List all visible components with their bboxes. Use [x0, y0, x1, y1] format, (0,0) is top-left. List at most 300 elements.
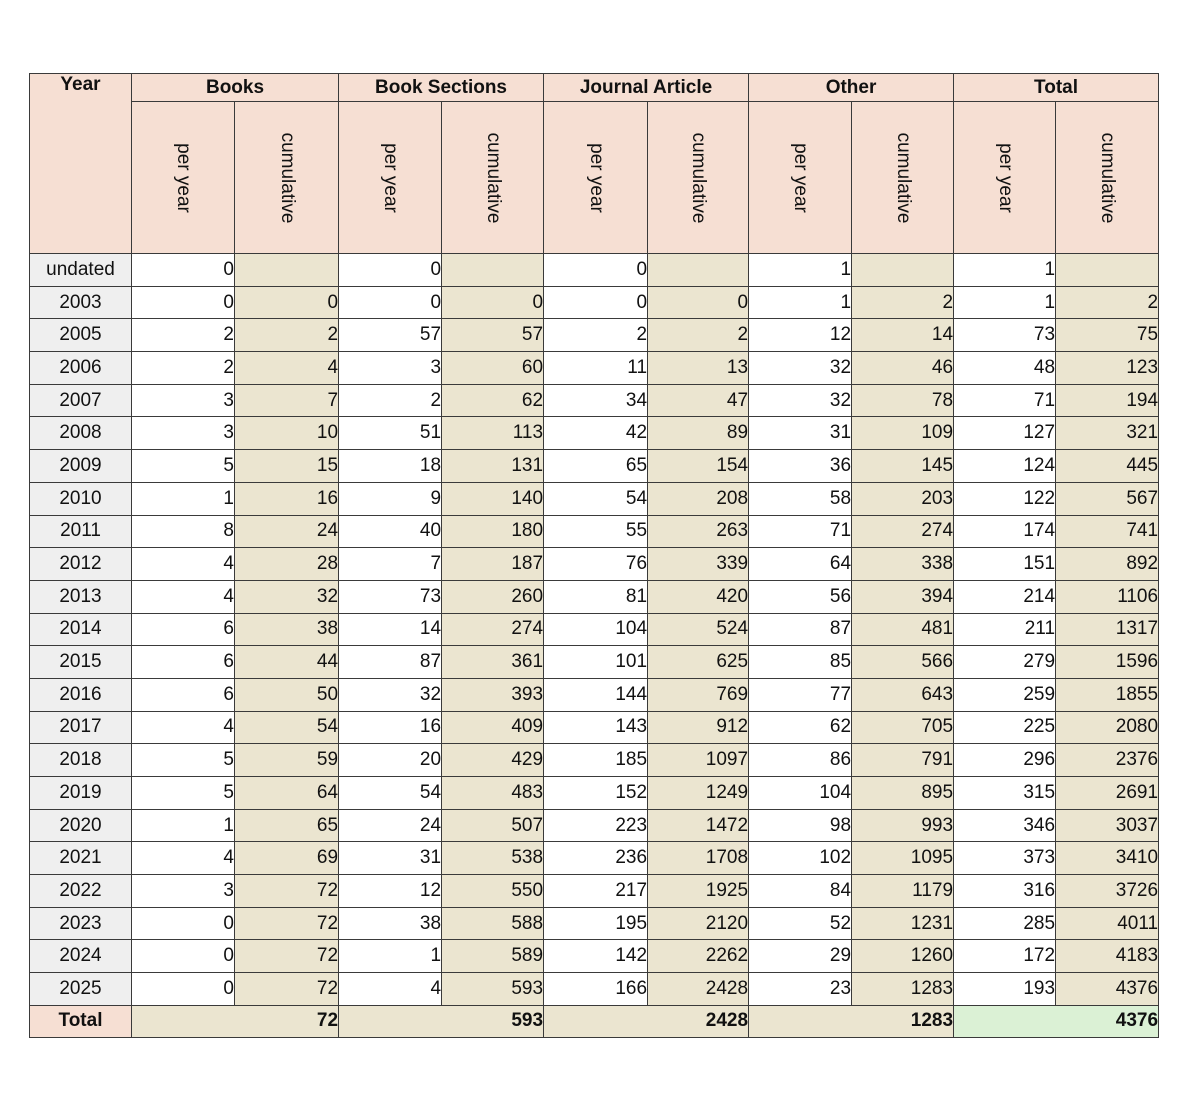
cumulative-cell-other: 1095: [852, 842, 954, 875]
cumulative-cell-total: 194: [1056, 384, 1159, 417]
table-body: [30, 254, 1159, 1038]
per-year-cell-journal-article: 217: [544, 875, 648, 908]
year-cell: 2017: [30, 711, 132, 744]
per-year-cell-book-sections: 1: [339, 940, 442, 973]
table-row: [30, 973, 1159, 1006]
publications-table: [29, 73, 1159, 1038]
year-cell: 2025: [30, 973, 132, 1006]
cumulative-cell-total: 123: [1056, 352, 1159, 385]
cumulative-cell-other: 895: [852, 777, 954, 810]
per-year-cell-book-sections: 73: [339, 580, 442, 613]
per-year-cell-book-sections: 3: [339, 352, 442, 385]
sub-header-total-per-year: [954, 102, 1056, 254]
year-cell: 2023: [30, 907, 132, 940]
cumulative-cell-journal-article: [648, 254, 749, 287]
cumulative-cell-book-sections: 483: [442, 777, 544, 810]
cumulative-cell-other: 643: [852, 678, 954, 711]
per-year-cell-other: 102: [749, 842, 852, 875]
cumulative-cell-books: 15: [235, 450, 339, 483]
per-year-cell-book-sections: 0: [339, 254, 442, 287]
cumulative-cell-book-sections: 131: [442, 450, 544, 483]
cumulative-cell-books: 50: [235, 678, 339, 711]
cumulative-cell-books: 0: [235, 286, 339, 319]
cumulative-cell-other: 145: [852, 450, 954, 483]
per-year-cell-journal-article: 143: [544, 711, 648, 744]
cumulative-cell-other: [852, 254, 954, 287]
year-cell: 2006: [30, 352, 132, 385]
per-year-cell-journal-article: 0: [544, 286, 648, 319]
group-header-book-sections: Book Sections: [339, 74, 544, 102]
table-row: [30, 286, 1159, 319]
total-row: [30, 1005, 1159, 1037]
total-label: Total: [30, 1005, 132, 1037]
year-cell: undated: [30, 254, 132, 287]
table-row: [30, 744, 1159, 777]
year-cell: 2016: [30, 678, 132, 711]
sub-header-label: per year: [790, 142, 812, 213]
cumulative-cell-total: 3726: [1056, 875, 1159, 908]
table-row: [30, 646, 1159, 679]
cumulative-cell-other: 2: [852, 286, 954, 319]
cumulative-cell-books: 69: [235, 842, 339, 875]
per-year-cell-book-sections: 32: [339, 678, 442, 711]
cumulative-cell-book-sections: 588: [442, 907, 544, 940]
cumulative-cell-books: 72: [235, 940, 339, 973]
per-year-cell-total: 211: [954, 613, 1056, 646]
cumulative-cell-journal-article: 912: [648, 711, 749, 744]
per-year-cell-other: 71: [749, 515, 852, 548]
cumulative-cell-book-sections: 393: [442, 678, 544, 711]
table-row: [30, 678, 1159, 711]
per-year-cell-books: 5: [132, 744, 235, 777]
table-row: [30, 711, 1159, 744]
cumulative-cell-total: 2691: [1056, 777, 1159, 810]
per-year-cell-total: 71: [954, 384, 1056, 417]
cumulative-cell-other: 46: [852, 352, 954, 385]
cumulative-cell-journal-article: 263: [648, 515, 749, 548]
cumulative-cell-journal-article: 2262: [648, 940, 749, 973]
per-year-cell-books: 3: [132, 417, 235, 450]
per-year-cell-total: 174: [954, 515, 1056, 548]
cumulative-cell-books: 38: [235, 613, 339, 646]
cumulative-cell-total: 1596: [1056, 646, 1159, 679]
per-year-cell-other: 1: [749, 286, 852, 319]
cumulative-cell-book-sections: 260: [442, 580, 544, 613]
per-year-cell-book-sections: 16: [339, 711, 442, 744]
group-header-other: Other: [749, 74, 954, 102]
cumulative-cell-book-sections: [442, 254, 544, 287]
per-year-cell-total: 316: [954, 875, 1056, 908]
per-year-cell-total: 172: [954, 940, 1056, 973]
cumulative-cell-book-sections: 180: [442, 515, 544, 548]
table-row: [30, 352, 1159, 385]
table-row: [30, 548, 1159, 581]
per-year-cell-books: 6: [132, 646, 235, 679]
per-year-cell-total: 124: [954, 450, 1056, 483]
per-year-cell-books: 3: [132, 875, 235, 908]
sub-header-label: cumulative: [688, 132, 710, 223]
per-year-cell-books: 4: [132, 580, 235, 613]
per-year-cell-other: 64: [749, 548, 852, 581]
per-year-cell-journal-article: 185: [544, 744, 648, 777]
per-year-cell-total: 346: [954, 809, 1056, 842]
cumulative-cell-other: 993: [852, 809, 954, 842]
per-year-cell-total: 122: [954, 482, 1056, 515]
sub-header-journal-article-cumulative: [648, 102, 749, 254]
per-year-cell-books: 4: [132, 842, 235, 875]
year-cell: 2010: [30, 482, 132, 515]
cumulative-cell-other: 203: [852, 482, 954, 515]
per-year-cell-books: 3: [132, 384, 235, 417]
per-year-cell-other: 84: [749, 875, 852, 908]
group-header-total: Total: [954, 74, 1159, 102]
cumulative-cell-book-sections: 57: [442, 319, 544, 352]
cumulative-cell-total: 321: [1056, 417, 1159, 450]
per-year-cell-total: 151: [954, 548, 1056, 581]
cumulative-cell-journal-article: 769: [648, 678, 749, 711]
cumulative-cell-book-sections: 60: [442, 352, 544, 385]
cumulative-cell-books: [235, 254, 339, 287]
cumulative-cell-book-sections: 274: [442, 613, 544, 646]
per-year-cell-total: 127: [954, 417, 1056, 450]
cumulative-cell-books: 59: [235, 744, 339, 777]
sub-header-label: cumulative: [276, 132, 298, 223]
per-year-cell-books: 4: [132, 711, 235, 744]
per-year-cell-journal-article: 2: [544, 319, 648, 352]
group-header-journal-article: Journal Article: [544, 74, 749, 102]
per-year-cell-other: 62: [749, 711, 852, 744]
per-year-cell-journal-article: 142: [544, 940, 648, 973]
cumulative-cell-total: 567: [1056, 482, 1159, 515]
cumulative-cell-book-sections: 361: [442, 646, 544, 679]
year-header: Year: [30, 74, 132, 254]
per-year-cell-total: 259: [954, 678, 1056, 711]
cumulative-cell-other: 705: [852, 711, 954, 744]
per-year-cell-journal-article: 76: [544, 548, 648, 581]
per-year-cell-other: 29: [749, 940, 852, 973]
sub-header-books-per-year: [132, 102, 235, 254]
per-year-cell-total: 48: [954, 352, 1056, 385]
per-year-cell-other: 56: [749, 580, 852, 613]
cumulative-cell-total: 4376: [1056, 973, 1159, 1006]
sub-header-label: per year: [380, 142, 402, 213]
year-cell: 2015: [30, 646, 132, 679]
table-row: [30, 613, 1159, 646]
cumulative-cell-journal-article: 625: [648, 646, 749, 679]
cumulative-cell-book-sections: 409: [442, 711, 544, 744]
per-year-cell-book-sections: 87: [339, 646, 442, 679]
table-row: [30, 809, 1159, 842]
sub-header-label: per year: [173, 142, 194, 213]
cumulative-cell-books: 24: [235, 515, 339, 548]
cumulative-cell-journal-article: 2428: [648, 973, 749, 1006]
year-cell: 2019: [30, 777, 132, 810]
table-row: [30, 450, 1159, 483]
per-year-cell-book-sections: 9: [339, 482, 442, 515]
per-year-cell-journal-article: 11: [544, 352, 648, 385]
per-year-cell-other: 58: [749, 482, 852, 515]
cumulative-cell-total: 2: [1056, 286, 1159, 319]
cumulative-cell-books: 4: [235, 352, 339, 385]
per-year-cell-books: 1: [132, 809, 235, 842]
table-row: [30, 319, 1159, 352]
cumulative-cell-total: 75: [1056, 319, 1159, 352]
cumulative-cell-journal-article: 47: [648, 384, 749, 417]
cumulative-cell-journal-article: 13: [648, 352, 749, 385]
cumulative-cell-journal-article: 1708: [648, 842, 749, 875]
per-year-cell-other: 23: [749, 973, 852, 1006]
cumulative-cell-books: 54: [235, 711, 339, 744]
cumulative-cell-books: 65: [235, 809, 339, 842]
per-year-cell-books: 2: [132, 352, 235, 385]
cumulative-cell-total: 1106: [1056, 580, 1159, 613]
cumulative-cell-book-sections: 113: [442, 417, 544, 450]
cumulative-cell-journal-article: 420: [648, 580, 749, 613]
per-year-cell-journal-article: 144: [544, 678, 648, 711]
per-year-cell-other: 87: [749, 613, 852, 646]
per-year-cell-journal-article: 152: [544, 777, 648, 810]
cumulative-cell-book-sections: 538: [442, 842, 544, 875]
cumulative-cell-journal-article: 208: [648, 482, 749, 515]
table-row: [30, 417, 1159, 450]
per-year-cell-book-sections: 51: [339, 417, 442, 450]
per-year-cell-other: 32: [749, 352, 852, 385]
per-year-cell-book-sections: 38: [339, 907, 442, 940]
cumulative-cell-other: 274: [852, 515, 954, 548]
cumulative-cell-total: 445: [1056, 450, 1159, 483]
cumulative-cell-books: 44: [235, 646, 339, 679]
year-cell: 2021: [30, 842, 132, 875]
cumulative-cell-journal-article: 2120: [648, 907, 749, 940]
cumulative-cell-total: 1855: [1056, 678, 1159, 711]
per-year-cell-book-sections: 4: [339, 973, 442, 1006]
per-year-cell-books: 4: [132, 548, 235, 581]
sub-header-label: per year: [994, 142, 1016, 213]
cumulative-cell-other: 1179: [852, 875, 954, 908]
sub-header-journal-article-per-year: [544, 102, 648, 254]
sub-header-label: cumulative: [892, 132, 914, 223]
per-year-cell-other: 52: [749, 907, 852, 940]
cumulative-cell-books: 72: [235, 875, 339, 908]
year-cell: 2008: [30, 417, 132, 450]
per-year-cell-other: 86: [749, 744, 852, 777]
cumulative-cell-total: 892: [1056, 548, 1159, 581]
year-cell: 2005: [30, 319, 132, 352]
per-year-cell-other: 85: [749, 646, 852, 679]
per-year-cell-books: 0: [132, 973, 235, 1006]
year-cell: 2011: [30, 515, 132, 548]
sub-header-label: per year: [585, 142, 607, 213]
cumulative-cell-book-sections: 429: [442, 744, 544, 777]
year-cell: 2007: [30, 384, 132, 417]
per-year-cell-other: 32: [749, 384, 852, 417]
cumulative-cell-books: 64: [235, 777, 339, 810]
per-year-cell-books: 0: [132, 286, 235, 319]
cumulative-cell-other: 78: [852, 384, 954, 417]
cumulative-cell-total: [1056, 254, 1159, 287]
cumulative-cell-books: 28: [235, 548, 339, 581]
per-year-cell-books: 8: [132, 515, 235, 548]
table-row: [30, 515, 1159, 548]
sub-header-other-per-year: [749, 102, 852, 254]
sub-header-book-sections-cumulative: [442, 102, 544, 254]
cumulative-cell-total: 3410: [1056, 842, 1159, 875]
cumulative-cell-journal-article: 154: [648, 450, 749, 483]
per-year-cell-total: 373: [954, 842, 1056, 875]
cumulative-cell-total: 741: [1056, 515, 1159, 548]
sub-header-other-cumulative: [852, 102, 954, 254]
year-cell: 2018: [30, 744, 132, 777]
per-year-cell-total: 296: [954, 744, 1056, 777]
per-year-cell-total: 279: [954, 646, 1056, 679]
per-year-cell-books: 6: [132, 678, 235, 711]
per-year-cell-journal-article: 65: [544, 450, 648, 483]
sub-header-row: [30, 102, 1159, 254]
per-year-cell-book-sections: 7: [339, 548, 442, 581]
per-year-cell-other: 1: [749, 254, 852, 287]
per-year-cell-journal-article: 104: [544, 613, 648, 646]
cumulative-cell-other: 109: [852, 417, 954, 450]
group-header-row: [30, 74, 1159, 102]
per-year-cell-other: 77: [749, 678, 852, 711]
per-year-cell-journal-article: 42: [544, 417, 648, 450]
cumulative-cell-other: 1260: [852, 940, 954, 973]
table-row: [30, 907, 1159, 940]
per-year-cell-other: 98: [749, 809, 852, 842]
table-row: [30, 384, 1159, 417]
cumulative-cell-journal-article: 524: [648, 613, 749, 646]
per-year-cell-books: 0: [132, 254, 235, 287]
cumulative-cell-total: 3037: [1056, 809, 1159, 842]
per-year-cell-journal-article: 166: [544, 973, 648, 1006]
per-year-cell-books: 5: [132, 777, 235, 810]
per-year-cell-books: 0: [132, 940, 235, 973]
sub-header-book-sections-per-year: [339, 102, 442, 254]
per-year-cell-total: 1: [954, 254, 1056, 287]
cumulative-cell-book-sections: 593: [442, 973, 544, 1006]
table-row: [30, 842, 1159, 875]
cumulative-cell-books: 7: [235, 384, 339, 417]
per-year-cell-total: 285: [954, 907, 1056, 940]
cumulative-cell-journal-article: 339: [648, 548, 749, 581]
cumulative-cell-journal-article: 0: [648, 286, 749, 319]
cumulative-cell-total: 4011: [1056, 907, 1159, 940]
per-year-cell-journal-article: 195: [544, 907, 648, 940]
cumulative-cell-other: 338: [852, 548, 954, 581]
sub-header-label: cumulative: [1097, 132, 1119, 223]
cumulative-cell-books: 72: [235, 973, 339, 1006]
per-year-cell-other: 12: [749, 319, 852, 352]
per-year-cell-book-sections: 12: [339, 875, 442, 908]
year-cell: 2022: [30, 875, 132, 908]
per-year-cell-journal-article: 101: [544, 646, 648, 679]
group-header-books: Books: [132, 74, 339, 102]
table-row: [30, 580, 1159, 613]
per-year-cell-books: 2: [132, 319, 235, 352]
year-cell: 2024: [30, 940, 132, 973]
cumulative-cell-journal-article: 1925: [648, 875, 749, 908]
table-row: [30, 482, 1159, 515]
cumulative-cell-book-sections: 62: [442, 384, 544, 417]
table-row: [30, 254, 1159, 287]
year-cell: 2013: [30, 580, 132, 613]
per-year-cell-total: 73: [954, 319, 1056, 352]
per-year-cell-journal-article: 54: [544, 482, 648, 515]
per-year-cell-total: 214: [954, 580, 1056, 613]
per-year-cell-book-sections: 20: [339, 744, 442, 777]
cumulative-cell-books: 32: [235, 580, 339, 613]
total-value-total: 4376: [954, 1005, 1159, 1037]
cumulative-cell-other: 481: [852, 613, 954, 646]
per-year-cell-book-sections: 31: [339, 842, 442, 875]
per-year-cell-journal-article: 34: [544, 384, 648, 417]
per-year-cell-book-sections: 54: [339, 777, 442, 810]
cumulative-cell-journal-article: 2: [648, 319, 749, 352]
table-row: [30, 940, 1159, 973]
cumulative-cell-journal-article: 89: [648, 417, 749, 450]
per-year-cell-books: 6: [132, 613, 235, 646]
cumulative-cell-other: 394: [852, 580, 954, 613]
cumulative-cell-books: 16: [235, 482, 339, 515]
per-year-cell-books: 0: [132, 907, 235, 940]
cumulative-cell-books: 72: [235, 907, 339, 940]
year-cell: 2009: [30, 450, 132, 483]
per-year-cell-books: 5: [132, 450, 235, 483]
cumulative-cell-other: 566: [852, 646, 954, 679]
year-cell: 2014: [30, 613, 132, 646]
cumulative-cell-journal-article: 1097: [648, 744, 749, 777]
cumulative-cell-book-sections: 507: [442, 809, 544, 842]
table-row: [30, 875, 1159, 908]
per-year-cell-other: 31: [749, 417, 852, 450]
cumulative-cell-book-sections: 550: [442, 875, 544, 908]
per-year-cell-book-sections: 0: [339, 286, 442, 319]
cumulative-cell-journal-article: 1249: [648, 777, 749, 810]
per-year-cell-book-sections: 14: [339, 613, 442, 646]
per-year-cell-book-sections: 18: [339, 450, 442, 483]
sub-header-total-cumulative: [1056, 102, 1159, 254]
per-year-cell-total: 225: [954, 711, 1056, 744]
cumulative-cell-total: 2376: [1056, 744, 1159, 777]
cumulative-cell-book-sections: 589: [442, 940, 544, 973]
sub-header-label: cumulative: [482, 132, 504, 223]
cumulative-cell-book-sections: 187: [442, 548, 544, 581]
per-year-cell-book-sections: 24: [339, 809, 442, 842]
year-cell: 2003: [30, 286, 132, 319]
per-year-cell-journal-article: 236: [544, 842, 648, 875]
cumulative-cell-journal-article: 1472: [648, 809, 749, 842]
cumulative-cell-books: 10: [235, 417, 339, 450]
per-year-cell-journal-article: 81: [544, 580, 648, 613]
per-year-cell-book-sections: 40: [339, 515, 442, 548]
per-year-cell-journal-article: 0: [544, 254, 648, 287]
total-value-book-sections: 593: [339, 1005, 544, 1037]
per-year-cell-book-sections: 2: [339, 384, 442, 417]
cumulative-cell-other: 1283: [852, 973, 954, 1006]
per-year-cell-total: 1: [954, 286, 1056, 319]
per-year-cell-total: 193: [954, 973, 1056, 1006]
cumulative-cell-total: 4183: [1056, 940, 1159, 973]
table-row: [30, 777, 1159, 810]
cumulative-cell-total: 1317: [1056, 613, 1159, 646]
per-year-cell-other: 104: [749, 777, 852, 810]
year-cell: 2012: [30, 548, 132, 581]
cumulative-cell-book-sections: 140: [442, 482, 544, 515]
cumulative-cell-other: 14: [852, 319, 954, 352]
cumulative-cell-books: 2: [235, 319, 339, 352]
cumulative-cell-other: 791: [852, 744, 954, 777]
cumulative-cell-other: 1231: [852, 907, 954, 940]
